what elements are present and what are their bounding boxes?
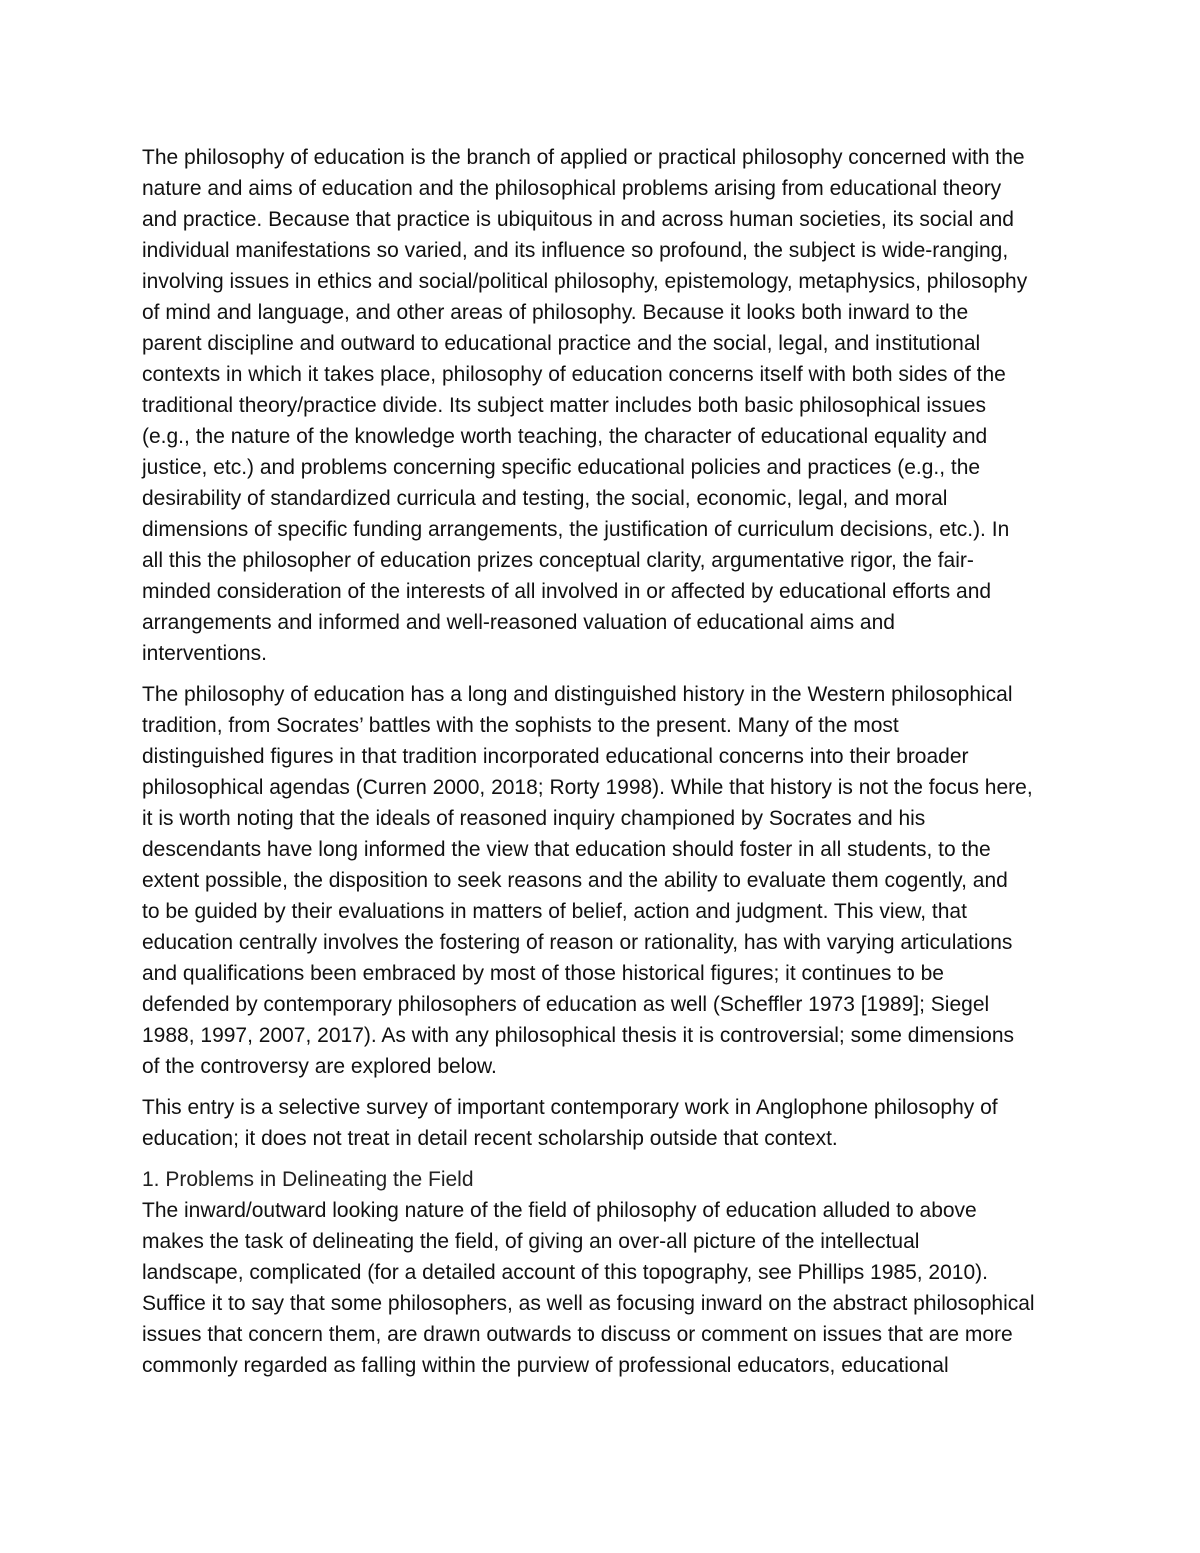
text-line: distinguished figures in that tradition incorporated educational concerns into their broader (142, 745, 969, 768)
text-line: tradition, from Socrates’ battles with the sophists to the present. Many of the most (142, 714, 899, 737)
section-heading: 1. Problems in Delineating the Field (142, 1168, 474, 1191)
paragraph-history (142, 679, 1062, 1082)
text-line: and practice. Because that practice is ubiquitous in and across human societies, its social and (142, 208, 1014, 231)
text-line: nature and aims of education and the philosophical problems arising from educational theory (142, 177, 1002, 200)
text-line: 1988, 1997, 2007, 2017). As with any philosophical thesis it is controversial; some dimensions (142, 1024, 1014, 1047)
text-line: to be guided by their evaluations in matters of belief, action and judgment. This view, that (142, 900, 967, 923)
text-line: justice, etc.) and problems concerning specific educational policies and practices (e.g., the (142, 456, 981, 479)
text-line: The inward/outward looking nature of the field of philosophy of education alluded to above (142, 1199, 977, 1222)
section-problems (142, 1164, 1062, 1381)
text-line: minded consideration of the interests of all involved in or affected by educational efforts and (142, 580, 992, 603)
text-line: interventions. (142, 642, 267, 665)
paragraph-intro (142, 142, 1062, 669)
text-line: issues that concern them, are drawn outwards to discuss or comment on issues that are more (142, 1323, 1013, 1346)
text-line: of mind and language, and other areas of philosophy. Because it looks both inward to the (142, 301, 969, 324)
text-line: individual manifestations so varied, and its influence so profound, the subject is wide-ranging, (142, 239, 1009, 262)
text-line: The philosophy of education has a long and distinguished history in the Western philosophical (142, 683, 1013, 706)
text-line: This entry is a selective survey of important contemporary work in Anglophone philosophy of (142, 1096, 998, 1119)
text-line: extent possible, the disposition to seek reasons and the ability to evaluate them cogently, and (142, 869, 1008, 892)
text-line: involving issues in ethics and social/political philosophy, epistemology, metaphysics, philosophy (142, 270, 1028, 293)
text-line: all this the philosopher of education prizes conceptual clarity, argumentative rigor, the fair- (142, 549, 974, 572)
text-line: philosophical agendas (Curren 2000, 2018; Rorty 1998). While that history is not the focus here, (142, 776, 1033, 799)
text-line: landscape, complicated (for a detailed account of this topography, see Phillips 1985, 2010). (142, 1261, 988, 1284)
text-line: and qualifications been embraced by most of those historical figures; it continues to be (142, 962, 944, 985)
paragraph-scope (142, 1092, 1062, 1154)
document-body (142, 142, 1062, 1391)
text-line: makes the task of delineating the field, of giving an over-all picture of the intellectual (142, 1230, 920, 1253)
text-line: education centrally involves the fostering of reason or rationality, has with varying articulations (142, 931, 1013, 954)
text-line: (e.g., the nature of the knowledge worth teaching, the character of educational equality and (142, 425, 988, 448)
text-line: Suffice it to say that some philosophers, as well as focusing inward on the abstract philosophical (142, 1292, 1035, 1315)
text-line: dimensions of specific funding arrangements, the justification of curriculum decisions, etc.). In (142, 518, 1010, 541)
text-line: contexts in which it takes place, philosophy of education concerns itself with both sides of the (142, 363, 1006, 386)
text-line: descendants have long informed the view that education should foster in all students, to the (142, 838, 991, 861)
text-line: desirability of standardized curricula and testing, the social, economic, legal, and moral (142, 487, 948, 510)
text-line: defended by contemporary philosophers of education as well (Scheffler 1973 [1989]; Siegel (142, 993, 990, 1016)
text-line: commonly regarded as falling within the purview of professional educators, educational (142, 1354, 949, 1377)
text-line: arrangements and informed and well-reasoned valuation of educational aims and (142, 611, 895, 634)
text-line: The philosophy of education is the branch of applied or practical philosophy concerned with the (142, 146, 1025, 169)
text-line: parent discipline and outward to educational practice and the social, legal, and institutional (142, 332, 981, 355)
text-line: education; it does not treat in detail recent scholarship outside that context. (142, 1127, 838, 1150)
text-line: of the controversy are explored below. (142, 1055, 497, 1078)
text-line: traditional theory/practice divide. Its subject matter includes both basic philosophical issues (142, 394, 986, 417)
text-line: it is worth noting that the ideals of reasoned inquiry championed by Socrates and his (142, 807, 926, 830)
